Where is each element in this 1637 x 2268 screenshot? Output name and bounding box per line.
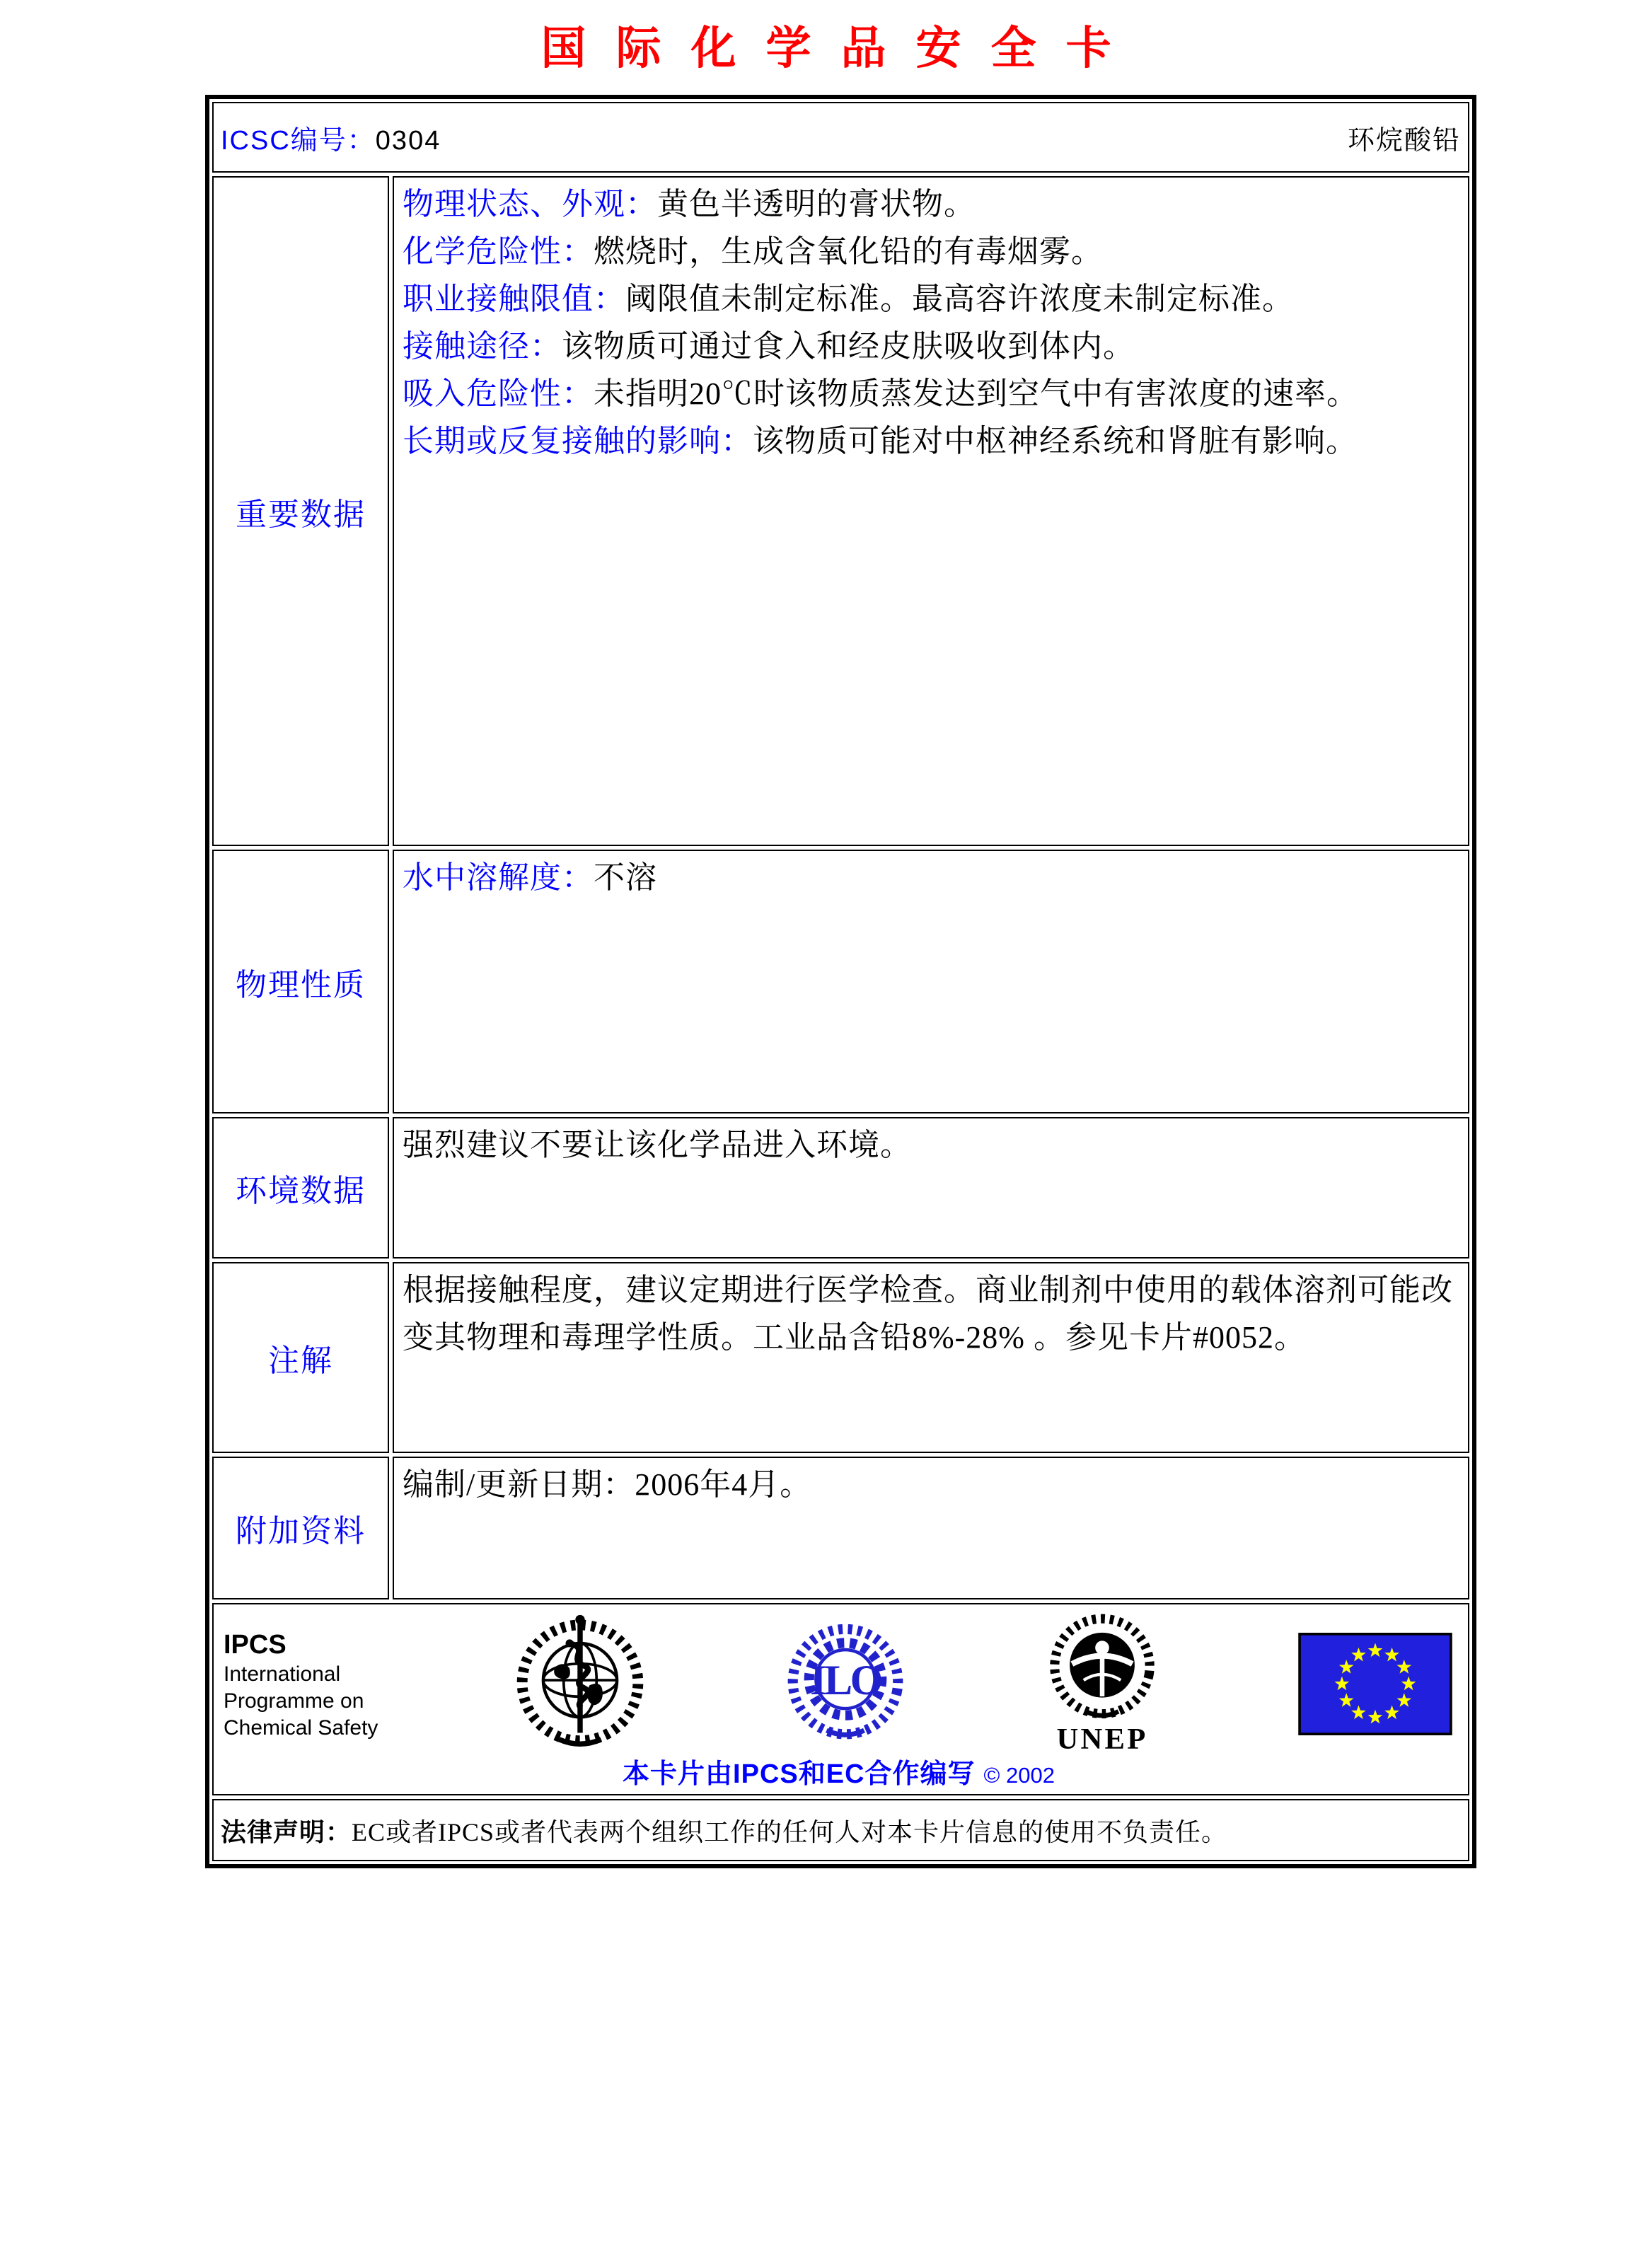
- section-important-data-label-cell: [212, 176, 389, 846]
- eu-flag-icon: [1297, 1633, 1454, 1735]
- data-line: [403, 180, 1459, 228]
- section-environmental-data: [212, 1117, 1469, 1259]
- legal-cell: [212, 1799, 1469, 1861]
- field-label: 职业接触限值：: [403, 282, 625, 316]
- ipcs-text-block: [224, 1628, 378, 1742]
- icsc-card: [205, 95, 1476, 1868]
- data-line: [403, 323, 1459, 370]
- field-value: 燃烧时，生成含氧化铅的有毒烟雾。: [594, 234, 1103, 269]
- section-text: 编制/更新日期：2006年4月。: [403, 1467, 812, 1502]
- section-additional-information-content: [393, 1457, 1469, 1599]
- copyright-line: [224, 1752, 1454, 1790]
- data-line: [403, 228, 1459, 275]
- ipcs-title: IPCS: [224, 1630, 287, 1660]
- section-notes-label-cell: [212, 1262, 389, 1453]
- field-label: 接触途径：: [403, 329, 562, 364]
- page-title: 国际化学品安全卡: [540, 23, 1141, 74]
- who-logo-icon: [514, 1612, 646, 1750]
- section-notes-content: [393, 1262, 1469, 1453]
- data-line: [403, 417, 1459, 465]
- legal-row: [212, 1799, 1469, 1861]
- logos-row: [212, 1603, 1469, 1795]
- section-important-data-content: [393, 176, 1469, 846]
- section-environmental-data-label-cell: [212, 1117, 389, 1259]
- data-line: [403, 370, 1459, 417]
- icsc-number-label: ICSC编号：: [221, 125, 376, 156]
- icsc-number-group: [221, 118, 441, 157]
- section-additional-information: [212, 1457, 1469, 1599]
- section-text: 根据接触程度，建议定期进行医学检查。商业制剂中使用的载体溶剂可能改变其物理和毒理学性质。工业品含铅8%-28% 。参见卡片#0052。: [403, 1273, 1453, 1355]
- section-title: 物理性质: [236, 967, 366, 1002]
- legal-text: EC或者IPCS或者代表两个组织工作的任何人对本卡片信息的使用不负责任。: [352, 1817, 1228, 1846]
- section-important-data: [212, 176, 1469, 846]
- section-title: 附加资料: [236, 1514, 366, 1549]
- field-value: 未指明20℃时该物质蒸发达到空气中有害浓度的速率。: [594, 376, 1358, 411]
- field-label: 水中溶解度：: [403, 860, 594, 895]
- ipcs-line: Chemical Safety: [224, 1716, 378, 1740]
- field-value: 阈限值未制定标准。最高容许浓度未制定标准。: [625, 282, 1294, 316]
- icsc-number-value: 0304: [375, 125, 441, 156]
- logos-cell: [212, 1603, 1469, 1795]
- ilo-letters: ILO: [809, 1656, 881, 1704]
- section-title: 注解: [268, 1343, 333, 1378]
- field-label: 长期或反复接触的影响：: [403, 424, 753, 458]
- field-value: 黄色半透明的膏状物。: [657, 187, 976, 221]
- logos-strip: [224, 1610, 1454, 1754]
- section-notes: [212, 1262, 1469, 1453]
- data-line: [403, 854, 1459, 901]
- ipcs-line: International: [224, 1662, 341, 1686]
- section-title: 环境数据: [236, 1174, 366, 1208]
- ilo-logo-icon: [782, 1623, 908, 1742]
- copyright-text: 本卡片由IPCS和EC合作编写: [623, 1759, 976, 1789]
- copyright-year: © 2002: [983, 1763, 1055, 1788]
- field-value: 该物质可通过食入和经皮肤吸收到体内。: [562, 329, 1135, 364]
- legal-label: 法律声明：: [221, 1817, 352, 1846]
- field-label: 物理状态、外观：: [403, 187, 657, 221]
- header-cell: [212, 102, 1469, 173]
- chemical-name: 环烷酸铅: [1347, 125, 1461, 156]
- unep-caption: UNEP: [1056, 1722, 1148, 1754]
- data-line: [403, 275, 1459, 323]
- header-row: [212, 102, 1469, 173]
- section-physical-properties: [212, 850, 1469, 1113]
- section-additional-information-label-cell: [212, 1457, 389, 1599]
- unep-logo-icon: [1044, 1613, 1160, 1754]
- section-text: 强烈建议不要让该化学品进入环境。: [403, 1128, 912, 1162]
- section-physical-properties-label-cell: [212, 850, 389, 1113]
- field-label: 化学危险性：: [403, 234, 594, 269]
- field-value: 该物质可能对中枢神经系统和肾脏有影响。: [753, 424, 1358, 458]
- field-value: 不溶: [594, 860, 657, 895]
- section-physical-properties-content: [393, 850, 1469, 1113]
- field-label: 吸入危险性：: [403, 376, 594, 411]
- section-environmental-data-content: [393, 1117, 1469, 1259]
- ipcs-line: Programme on: [224, 1689, 364, 1713]
- section-title: 重要数据: [236, 497, 366, 532]
